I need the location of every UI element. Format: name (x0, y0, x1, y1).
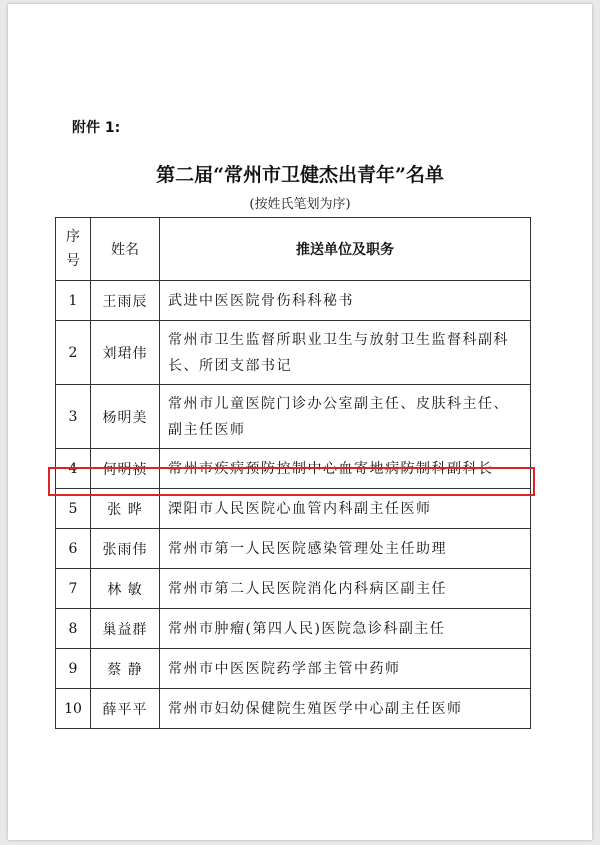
row-no: 6 (56, 529, 91, 569)
row-name: 张雨伟 (91, 529, 160, 569)
row-name: 张 晔 (91, 489, 160, 529)
row-no: 1 (56, 281, 91, 321)
header-no (56, 218, 91, 281)
row-duty: 武进中医医院骨伤科科秘书 (160, 281, 531, 321)
row-name: 薛平平 (91, 689, 160, 729)
document-title: 第二届“常州市卫健杰出青年”名单 (156, 164, 444, 186)
table-row (56, 449, 531, 489)
row-duty: 常州市疾病预防控制中心血寄地病防制科副科长 (160, 449, 531, 489)
row-duty: 常州市中医医院药学部主管中药师 (160, 649, 531, 689)
row-duty: 常州市第二人民医院消化内科病区副主任 (160, 569, 531, 609)
row-duty: 常州市儿童医院门诊办公室副主任、皮肤科主任、副主任医师 (160, 385, 531, 449)
row-no: 4 (56, 449, 91, 489)
row-no: 7 (56, 569, 91, 609)
row-duty: 常州市卫生监督所职业卫生与放射卫生监督科副科长、所团支部书记 (160, 321, 531, 385)
row-name: 林 敏 (91, 569, 160, 609)
document-subtitle: (按姓氏笔划为序) (249, 197, 351, 212)
table-row (56, 609, 531, 649)
attachment-label: 附件 1: (72, 120, 121, 136)
row-name: 杨明美 (91, 385, 160, 449)
header-duty: 推送单位及职务 (160, 218, 531, 281)
document-page (8, 4, 592, 840)
table-row (56, 689, 531, 729)
row-no: 2 (56, 321, 91, 385)
table-row (56, 649, 531, 689)
row-no: 8 (56, 609, 91, 649)
table-header-row (56, 218, 531, 281)
youth-list-table (55, 217, 531, 729)
table-row (56, 569, 531, 609)
row-duty: 常州市肿瘤(第四人民)医院急诊科副主任 (160, 609, 531, 649)
row-name: 巢益群 (91, 609, 160, 649)
row-name: 刘珺伟 (91, 321, 160, 385)
row-duty: 常州市第一人民医院感染管理处主任助理 (160, 529, 531, 569)
header-no-text: 序 号 (66, 229, 80, 269)
header-name: 姓名 (91, 218, 160, 281)
row-name: 何明祯 (91, 449, 160, 489)
table-row (56, 385, 531, 449)
row-duty: 常州市妇幼保健院生殖医学中心副主任医师 (160, 689, 531, 729)
row-no: 10 (56, 689, 91, 729)
table-row-highlighted (56, 489, 531, 529)
row-name: 王雨辰 (91, 281, 160, 321)
row-duty: 溧阳市人民医院心血管内科副主任医师 (160, 489, 531, 529)
row-name: 蔡 静 (91, 649, 160, 689)
row-no: 5 (56, 489, 91, 529)
table-row (56, 281, 531, 321)
table-row (56, 321, 531, 385)
table-row (56, 529, 531, 569)
row-no: 9 (56, 649, 91, 689)
row-no: 3 (56, 385, 91, 449)
